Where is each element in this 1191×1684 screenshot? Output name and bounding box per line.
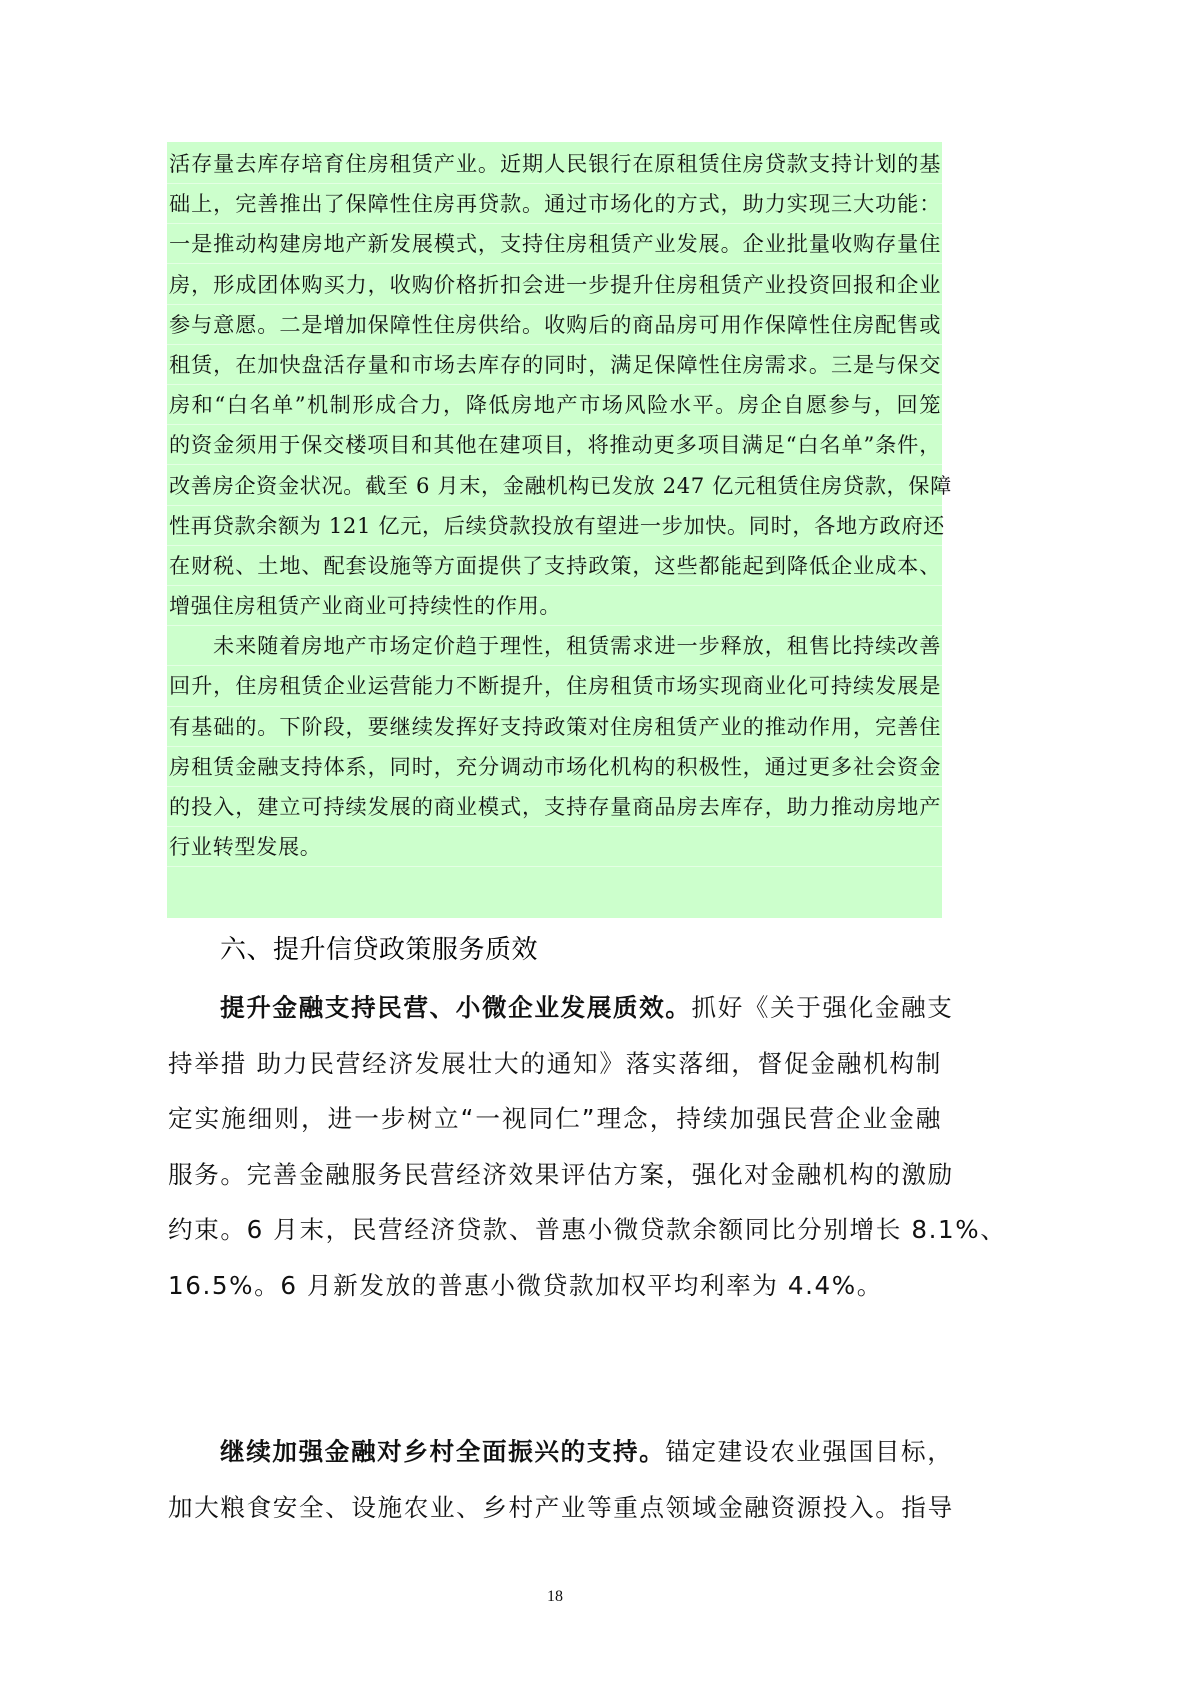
- text-line: 的投入，建立可持续发展的商业模式，支持存量商品房去库存，助力推动房地产: [169, 794, 941, 819]
- text-line: 16.5%。6 月新发放的普惠小微贷款加权平均利率为 4.4%。: [168, 1270, 883, 1300]
- text-line: 一是推动构建房地产新发展模式，支持住房租赁产业发展。企业批量收购存量住: [169, 231, 941, 257]
- paragraph-private-smb-finance: [168, 980, 1007, 1314]
- text-line: 房和“白名单”机制形成合力，降低房地产市场风险水平。房企自愿参与，回笼: [169, 392, 941, 418]
- text-line: 参与意愿。二是增加保障性住房供给。收购后的商品房可用作保障性住房配售或: [169, 311, 941, 337]
- text-line: 约束。6 月末，民营经济贷款、普惠小微贷款余额同比分别增长 8.1%、: [168, 1215, 1007, 1245]
- text-line: 定实施细则，进一步树立“一视同仁”理念，持续加强民营企业金融: [168, 1104, 942, 1134]
- text-line: 活存量去库存培育住房租赁产业。近期人民银行在原租赁住房贷款支持计划的基: [169, 151, 941, 176]
- text-line: 租赁，在加快盘活存量和市场去库存的同时，满足保障性住房需求。三是与保交: [169, 351, 941, 377]
- text-line: 在财税、土地、配套设施等方面提供了支持政策，这些都能起到降低企业成本、: [169, 552, 941, 578]
- text-line: 性再贷款余额为 121 亿元，后续贷款投放有望进一步加快。同时，各地方政府还: [169, 512, 945, 538]
- paragraph-lead: 继续加强金融对乡村全面振兴的支持。: [220, 1437, 666, 1466]
- text-line: 房租赁金融支持体系，同时，充分调动市场化机构的积极性，通过更多社会资金: [169, 753, 941, 779]
- text-line: 增强住房租赁产业商业可持续性的作用。: [169, 593, 562, 619]
- text-line: [168, 1424, 954, 1480]
- text-fragment: 抓好《关于强化金融支: [691, 993, 954, 1022]
- text-line: 持举措 助力民营经济发展壮大的通知》落实落细，督促金融机构制: [168, 1048, 942, 1078]
- text-fragment: 锚定建设农业强国目标，: [665, 1437, 954, 1466]
- paragraph-rural-revitalization: [168, 1424, 954, 1535]
- highlighted-text-block: [169, 144, 952, 867]
- text-line: 行业转型发展。: [169, 834, 322, 860]
- text-line: 未来随着房地产市场定价趋于理性，租赁需求进一步释放，租售比持续改善: [213, 633, 941, 659]
- text-line: 础上，完善推出了保障性住房再贷款。通过市场化的方式，助力实现三大功能：: [169, 191, 941, 217]
- text-line: 回升，住房租赁企业运营能力不断提升，住房租赁市场实现商业化可持续发展是: [169, 673, 941, 699]
- text-line: 加大粮食安全、设施农业、乡村产业等重点领域金融资源投入。指导: [168, 1492, 954, 1522]
- text-line: [168, 980, 954, 1036]
- text-line: 改善房企资金状况。截至 6 月末，金融机构已发放 247 亿元租赁住房贷款，保障: [169, 472, 952, 498]
- text-line: 房，形成团体购买力，收购价格折扣会进一步提升住房租赁产业投资回报和企业: [169, 271, 941, 297]
- text-line: 的资金须用于保交楼项目和其他在建项目，将推动更多项目满足“白名单”条件，: [169, 432, 941, 458]
- text-line: 有基础的。下阶段，要继续发挥好支持政策对住房租赁产业的推动作用，完善住: [169, 713, 941, 739]
- paragraph-lead: 提升金融支持民营、小微企业发展质效。: [220, 993, 692, 1022]
- text-line: 服务。完善金融服务民营经济效果评估方案，强化对金融机构的激励: [168, 1159, 954, 1189]
- section-heading: 六、提升信贷政策服务质效: [220, 935, 539, 965]
- page-number: 18: [547, 1588, 563, 1605]
